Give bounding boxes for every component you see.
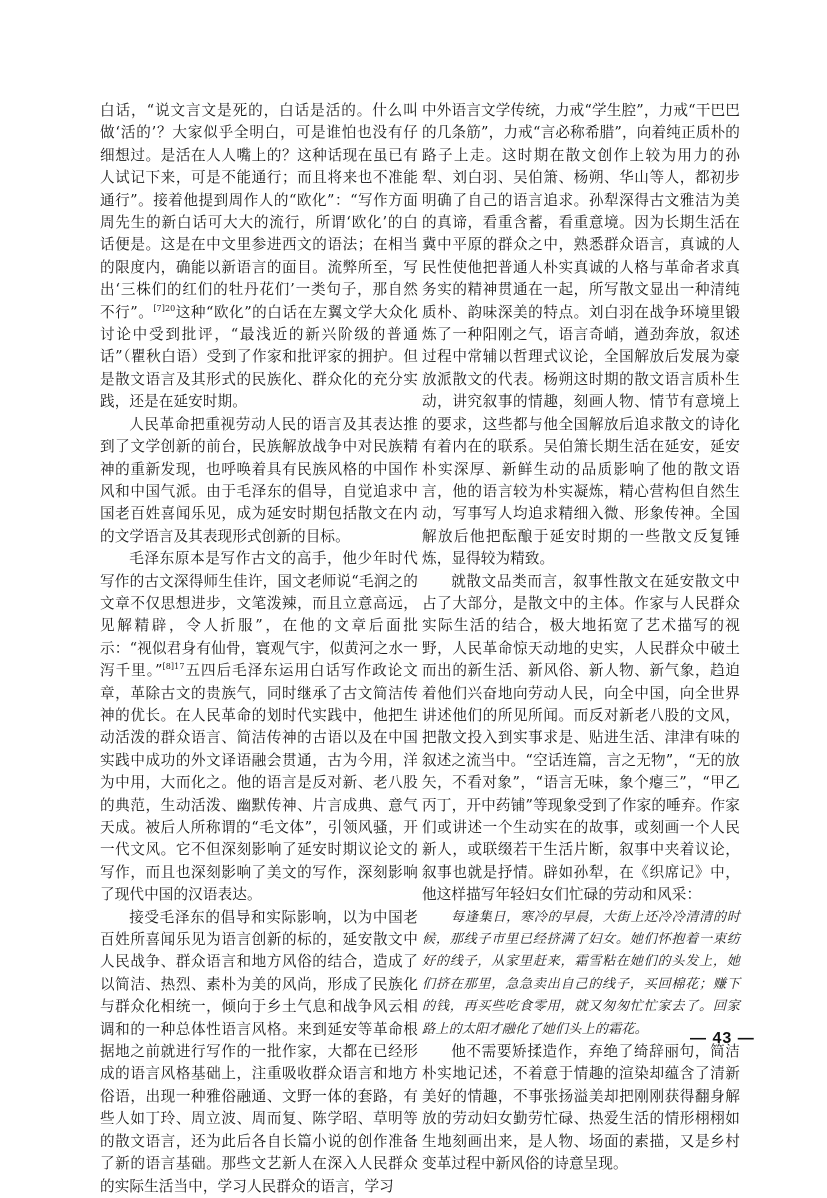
paragraph: 接受毛泽东的倡导和实际影响，以为中国老百姓所喜闻乐见为语言创新的标的，延安散文中人民战争、群众语言和地方风俗的结合，造成了以简洁、热烈、素朴为美的风尚，形成了民族化与群众化相统一，倾向于乡土气息和战争风云相调和的一种总体性语言风格。来到延安等革命根据地之前就进行写作的一批作家，大都在已经形成的语言风格基础上，注重吸收群众语言和地方俗语，出现一种雅俗融通、文野一体的套路，有些人如丁玲、周立波、周而复、陈学昭、草明等的散文语言，还为此后各自长篇小说的创作准备了新的语言基础。那些文艺新人在深入人民群众的实际生活当中，学习人民群众的语言，学习 <box>100 908 418 1195</box>
paragraph-text: 这种“欧化”的白话在左翼文学大众化讨论中受到批评，“最浅近的新兴阶级的普通话”（瞿秋白语）受到了作家和批评家的拥护。但是散文语言及其形式的民族化、群众化的充分实践，还是在延安时期。 <box>100 303 418 411</box>
left-column <box>100 100 418 1198</box>
paragraph-text: 五四后毛泽东运用白话写作政论文章，革除古文的贵族气，同时继承了古文简洁传神的优长。在人民革命的划时代实践中，他把生动活泼的群众语言、简洁传神的古语以及在中国实践中成功的外文译语融会贯通，古为今用，洋为中用，大而化之。他的语言是反对新、老八股的典范，生动活泼、幽默传神、片言成典、意气天成。被后人所称谓的“毛文体”，引领风骚，开一代文风。它不但深刻影响了延安时期议论文的写作，而且也深刻影响了美文的写作，深刻影响了现代中国的汉语表达。 <box>100 662 418 904</box>
paragraph-text: 毛泽东原本是写作古文的高手，他少年时代写作的古文深得师生佳许，国文老师说“毛润之的文章不仅思想进步，文笔泼辣，而且立意高远，见解精辟，令人折服”，在他的文章后面批示：“视似君身有仙骨，寰观气宇，似黄河之水一泻千里。” <box>100 550 418 680</box>
paragraph: 他不需要矫揉造作，弃绝了绮辞丽句，简洁朴实地记述，不着意于情趣的渲染却蕴含了清新美好的情趣，不事张扬溢美却把刚刚获得翻身解放的劳动妇女勤劳忙碌、热爱生活的情形栩栩如生地刻画出来，是人物、场面的素描，又是乡村变革过程中新风俗的诗意呈现。 <box>422 1043 740 1173</box>
citation-ref: [8]17 <box>162 662 185 672</box>
citation-ref: [7]20 <box>153 303 176 313</box>
paragraph: 人民革命把重视劳动人民的语言及其表达推到了文学创新的前台，民族解放战争中对民族精神的重新发现，也呼唤着具有民族风格的中国作风和中国气派。由于毛泽东的倡导，自觉追求中国老百姓喜闻乐见，成为延安时期包括散文在内的文学语言及其表现形式创新的目标。 <box>100 415 418 545</box>
block-quote: 每逢集日，寒冷的早晨，大街上还冷冷清清的时候，那线子市里已经挤满了妇女。她们怀抱着一束纺好的线子，从家里赶来，霜雪粘在她们的头发上，她们挤在那里，急急卖出自己的线子，买回棉花；赚下的钱，再买些吃食零用，就又匆匆忙忙家去了。回家路上的太阳才融化了她们头上的霜花。 <box>422 909 740 1037</box>
paragraph: 中外语言文学传统，力戒“学生腔”，力戒“干巴巴的几条筋”，力戒“言必称希腊”，向着纯正质朴的路子上走。这时期在散文创作上较为用力的孙犁、刘白羽、吴伯箫、杨朔、华山等人，都初步明确了自己的语言追求。孙犁深得古文雅洁为美的真谛，看重含蓄，看重意境。因为长期生活在冀中平原的群众之中，熟悉群众语言，真诚的人民性使他把普通人朴实真诚的人格与革命者求真务实的精神贯通在一起，所写散文显出一种清纯质朴、韵味深美的特点。刘白羽在战争环境里锻炼了一种阳刚之气，语言奇峭，遒劲奔放，叙述过程中常辅以哲理式议论，全国解放后发展为豪放派散文的代表。杨朔这时期的散文语言质朴生动，讲究叙事的情趣，刻画人物、情节有意境上的要求，这些都与他全国解放后追求散文的诗化有着内在的联系。吴伯箫长期生活在延安，延安朴实深厚、新鲜生动的品质影响了他的散文语言，他的语言较为朴实凝炼，精心营构但自然生动，写事写人均追求精细入微、形象传神。全国解放后他把酝酿于延安时期的一些散文反复锤炼，显得较为精致。 <box>422 102 740 568</box>
paragraph-text: 白话，“说文言文是死的，白话是活的。什么叫做‘活的’？大家似乎全明白，可是谁怕也没有仔细想过。是活在人人嘴上的？这种话现在虽已有人试记下来，可是不能通行；而且将来也不准能通行”。接着他提到周作人的“欧化”：“写作方面周先生的新白话可大大的流行，所谓‘欧化’的白话便是。这是在中文里参进西文的语法；在相当的限度内，确能以新语言的面目。流弊所至，写出‘三株们的红们的牡丹花们’一类句子，那自然不行”。 <box>100 102 418 321</box>
right-column <box>422 100 740 1176</box>
paragraph <box>100 548 418 907</box>
paragraph: 就散文品类而言，叙事性散文在延安散文中占了大部分，是散文中的主体。作家与人民群众实际生活的结合，极大地拓宽了艺术描写的视野，人民革命惊天动地的史实，人民群众中破土而出的新生活、新风俗、新人物、新气象，趋迫着他们兴奋地向劳动人民，向全中国，向全世界讲述他们的所见所闻。而反对新老八股的文风，把散文投入到实事求是、贴进生活、津津有味的叙述之流当中。“空话连篇，言之无物”，“无的放矢，不看对象”，“语言无味，象个瘪三”，“甲乙丙丁，开中药铺”等现象受到了作家的唾弃。作家们或讲述一个生动实在的故事，或刻画一个人民新人，或联缀若干生活片断，叙事中夹着议论，叙事也就是抒情。辟如孙犁，在《织席记》中，他这样描写年轻妇女们忙碌的劳动和风采： <box>422 572 740 904</box>
page-number: — 43 — <box>690 1030 755 1047</box>
paragraph <box>100 100 418 414</box>
